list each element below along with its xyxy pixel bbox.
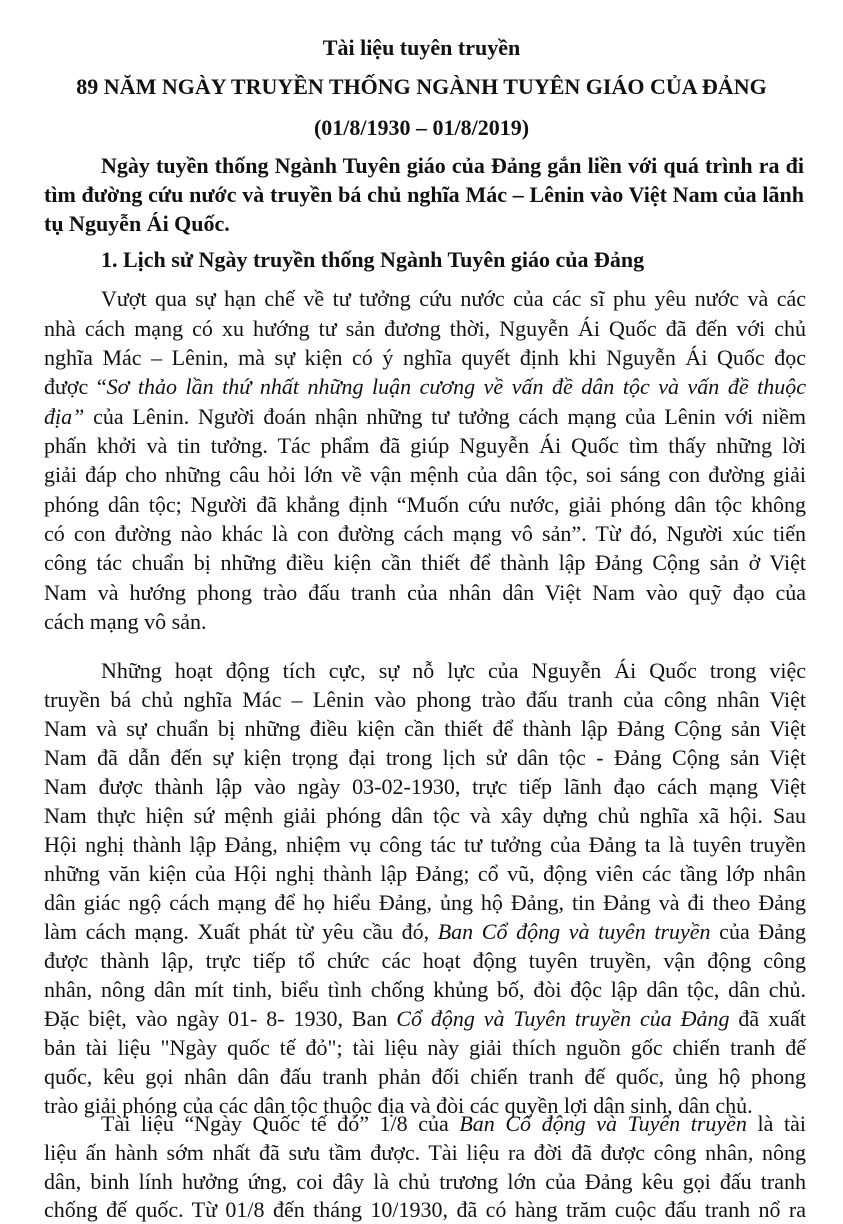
italic-title: địa” [44,404,85,429]
p1-line: có con đường nào khác là con đường cách mạng vô sản”. Từ đó, Người xúc tiến [44,521,806,546]
p2-line: được thành lập, trực tiếp tổ chức các hoạt động tuyên truyền, vận động công [44,948,806,973]
text-span: Tài liệu “Ngày Quốc tế đỏ” 1/8 của [101,1111,460,1136]
lead-paragraph: Ngày tuyền thống Ngành Tuyên giáo của Đảng gắn liền với quá trình ra đi tìm đường cứu nước và truyền bá chủ nghĩa Mác – Lênin vào Việt Nam của lãnh tụ Nguyễn Ái Quốc. [44,153,804,236]
text-span: Đặc biệt, vào ngày 01- 8- 1930, Ban [44,1006,397,1031]
p2-line: những văn kiện của Hội nghị thành lập Đảng; cổ vũ, động viên các tầng lớp nhân [44,861,806,886]
p1-line: Nam và hướng phong trào đấu tranh của nhân dân Việt Nam vào quỹ đạo của [44,580,806,605]
p2-line: truyền bá chủ nghĩa Mác – Lênin vào phong trào đấu tranh của công nhân Việt [44,687,806,712]
p3-line [101,1110,806,1138]
italic-name: Ban Cổ động và tuyên truyền [437,919,711,944]
p2-line: quốc, kêu gọi nhân dân đấu tranh phản đối chiến tranh đế quốc, ủng hộ phong [44,1064,806,1089]
p1-line: công tác chuẩn bị những điều kiện cần thiết để thành lập Đảng Cộng sản ở Việt [44,550,806,575]
text-span: của Đảng [710,919,806,944]
p2-line: Những hoạt động tích cực, sự nỗ lực của Nguyễn Ái Quốc trong việc [101,658,806,683]
p1-line: phấn khởi và tin tưởng. Tác phẩm đã giúp Nguyễn Ái Quốc tìm thấy những lời [44,433,806,458]
p3-line: dân, binh lính hưởng ứng, coi đây là chủ trương lớn của Đảng kêu gọi đấu tranh [44,1169,806,1194]
page-title: 89 NĂM NGÀY TRUYỀN THỐNG NGÀNH TUYÊN GIÁO CỦA ĐẢNG [76,74,767,99]
text-span: làm cách mạng. Xuất phát từ yêu cầu đó, [44,919,438,944]
p2-line: Nam thực hiện sứ mệnh giải phóng dân tộc và xây dựng chủ nghĩa xã hội. Sau [44,803,806,828]
p2-line: Nam đã dẫn đến sự kiện trọng đại trong lịch sử dân tộc - Đảng Cộng sản Việt [44,745,806,770]
p1-line: Vượt qua sự hạn chế về tư tưởng cứu nước của các sĩ phu yêu nước và các [101,286,806,311]
italic-title: Sơ thảo lần thứ nhất những luận cương về vấn đề dân tộc và vấn đề thuộc [106,374,806,399]
date-range: (01/8/1930 – 01/8/2019) [313,115,530,140]
text-span: của Lênin. Người đoán nhận những tư tưởng cách mạng của Lênin với niềm [84,404,806,429]
section-heading: 1. Lịch sử Ngày truyền thống Ngành Tuyên giáo của Đảng [101,247,645,272]
p1-line [44,403,806,431]
text-span: đã xuất [729,1006,806,1031]
p3-line: chống đế quốc. Từ 01/8 đến tháng 10/1930, đã có hàng trăm cuộc đấu tranh nổ ra [44,1197,806,1222]
text-span: được “ [44,374,107,399]
p1-line: giải đáp cho những câu hỏi lớn về vận mệnh của dân tộc, soi sáng con đường giải [44,462,806,487]
doc-label: Tài liệu tuyên truyền [322,35,521,60]
p3-line: liệu ấn hành sớm nhất đã sưu tầm được. Tài liệu ra đời đã được công nhân, nông [44,1140,806,1165]
p2-line: nhân, nông dân mít tinh, biểu tình chống khủng bố, đòi độc lập dân tộc, dân chủ. [44,977,806,1002]
p1-line: cách mạng vô sản. [44,609,207,634]
text-span: là tài [746,1111,806,1136]
p2-line: bản tài liệu "Ngày quốc tế đỏ"; tài liệu này giải thích nguồn gốc chiến tranh đế [44,1035,806,1060]
p1-line: nghĩa Mác – Lênin, mà sự kiện có ý nghĩa quyết định khi Nguyễn Ái Quốc đọc [44,345,806,370]
p2-line: trào giải phóng của các dân tộc thuộc địa và đòi các quyền lợi dân sinh, dân chủ. [44,1093,753,1118]
p2-line: Nam và sự chuẩn bị những điều kiện cần thiết để thành lập Đảng Cộng sản Việt [44,716,806,741]
p2-line [44,918,806,946]
p1-line: phóng dân tộc; Người đã khẳng định “Muốn cứu nước, giải phóng dân tộc không [44,492,806,517]
p1-line: nhà cách mạng có xu hướng tư sản đương thời, Nguyễn Ái Quốc đã đến với chủ [44,316,806,341]
p2-line: Nam được thành lập vào ngày 03-02-1930, trực tiếp lãnh đạo cách mạng Việt [44,774,806,799]
p2-line: Hội nghị thành lập Đảng, nhiệm vụ công tác tư tưởng của Đảng ta là tuyên truyền [44,832,806,857]
italic-name: Cổ động và Tuyên truyền của Đảng [396,1006,730,1031]
p2-line [44,1005,806,1033]
p1-line [44,373,806,401]
p2-line: dân giác ngộ cách mạng để họ hiểu Đảng, ủng hộ Đảng, tin Đảng và đi theo Đảng [44,890,806,915]
italic-name: Ban Cổ động và Tuyên truyền [459,1111,747,1136]
